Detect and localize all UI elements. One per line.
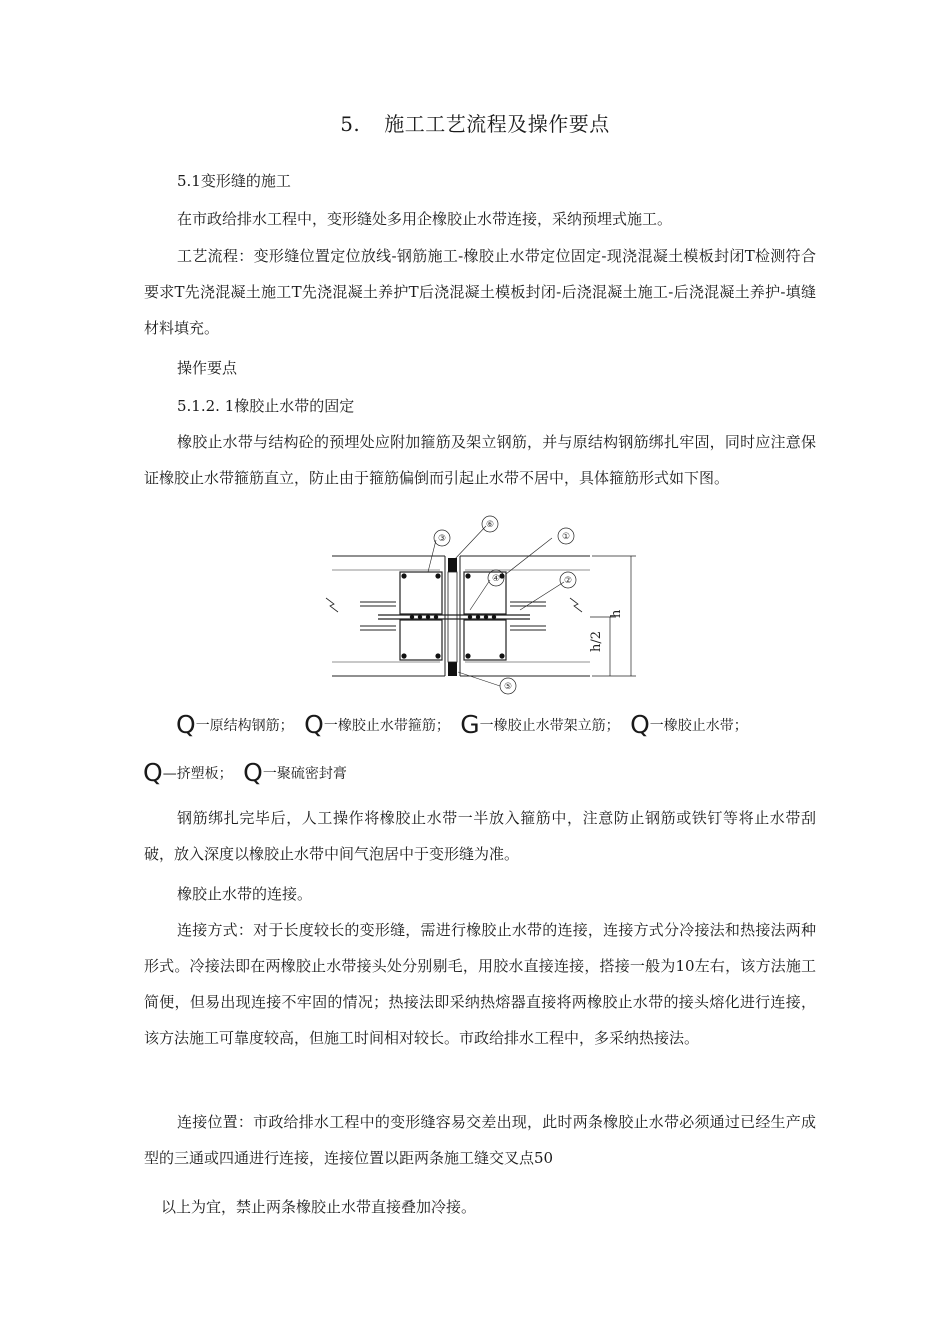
legend-mark-6: Q [243, 758, 263, 787]
legend-mark-1: Q [176, 710, 196, 739]
closing-line: 以上为宜，禁止两条橡胶止水带直接叠加冷接。 [161, 1198, 477, 1216]
legend-mark-3: G [460, 710, 480, 739]
callout-5: ⑤ [503, 682, 513, 692]
callout-2: ② [563, 576, 573, 586]
heading-number: 5. [340, 112, 361, 136]
waterstop-diagram [320, 514, 640, 700]
operations-heading: 操作要点 [177, 359, 238, 377]
dimension-half-h: h/2 [589, 630, 604, 652]
connection-position-paragraph: 连接位置：市政给排水工程中的变形缝容易交差出现，此时两条橡胶止水带必须通过已经生产成型的三通或四通进行连接，连接位置以距两条施工缝交叉点50 [144, 1113, 816, 1167]
legend-text-2: 一橡胶止水带箍筋； [323, 718, 450, 734]
legend-mark-2: Q [304, 710, 324, 739]
dimension-h: h [609, 609, 624, 618]
subsection-title: 5.1变形缝的施工 [177, 172, 291, 190]
legend-text-6: 一聚硫密封膏 [262, 766, 347, 782]
callout-4: ④ [491, 574, 501, 584]
intro-paragraph: 在市政给排水工程中，变形缝处多用企橡胶止水带连接，采纳预埋式施工。 [177, 210, 673, 228]
heading-title: 施工工艺流程及操作要点 [384, 112, 610, 136]
fixing-paragraph: 橡胶止水带与结构砼的预埋处应附加箍筋及架立钢筋，并与原结构钢筋绑扎牢固，同时应注意保证橡胶止水带箍筋直立，防止由于箍筋偏倒而引起止水带不居中，具体箍筋形式如下图。 [144, 433, 816, 487]
legend-text-1: 一原结构钢筋； [195, 718, 294, 734]
section-heading [0, 108, 950, 137]
connection-method-paragraph: 连接方式：对于长度较长的变形缝，需进行橡胶止水带的连接，连接方式分冷接法和热接法两种形式。冷接法即在两橡胶止水带接头处分别剔毛，用胶水直接连接，搭接一般为10左右，该方法施工简便，但易出现连接不牢固的情况；热接法即采纳热熔器直接将两橡胶止水带的接头熔化进行连接，该方法施工可靠度较高，但施工时间相对较长。市政给排水工程中，多采纳热接法。 [144, 921, 816, 1047]
legend-mark-5: Q [143, 758, 163, 787]
legend-text-5: —挤塑板； [162, 766, 233, 782]
callout-1: ① [561, 532, 571, 542]
legend-mark-4: Q [630, 710, 650, 739]
legend-row-1 [176, 710, 748, 739]
callout-6: ⑥ [485, 520, 495, 530]
sub-subsection-title: 5.1.2. 1橡胶止水带的固定 [177, 397, 355, 415]
connection-heading: 橡胶止水带的连接。 [177, 885, 313, 903]
legend-text-3: 一橡胶止水带架立筋； [479, 718, 620, 734]
callout-3: ③ [437, 534, 447, 544]
process-paragraph: 工艺流程：变形缝位置定位放线-钢筋施工-橡胶止水带定位固定-现浇混凝土模板封闭T检测符合要求T先浇混凝土施工T先浇混凝土养护T后浇混凝土模板封闭-后浇混凝土施工-后浇混凝土养护-填缝材料填充。 [144, 247, 816, 337]
legend-row-2 [143, 758, 347, 787]
legend-text-4: 一橡胶止水带； [649, 718, 748, 734]
binding-paragraph: 钢筋绑扎完毕后，人工操作将橡胶止水带一半放入箍筋中，注意防止钢筋或铁钉等将止水带刮破，放入深度以橡胶止水带中间气泡居中于变形缝为准。 [144, 809, 816, 863]
